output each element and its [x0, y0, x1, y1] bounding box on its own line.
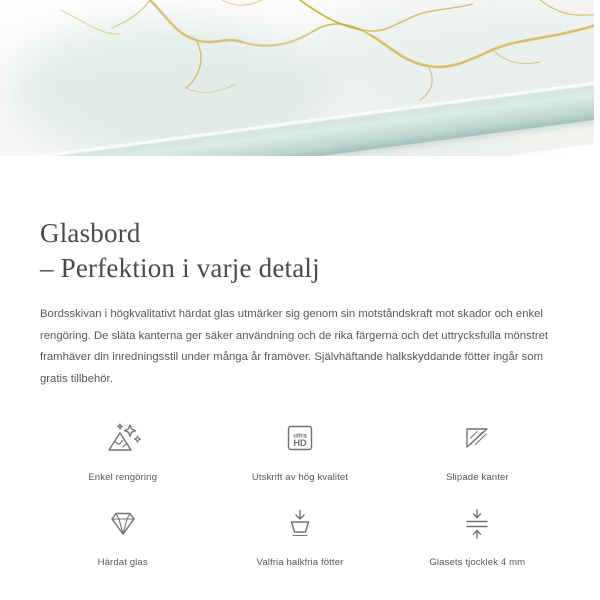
- feature-item: [211, 501, 388, 568]
- title-line-1: Glasbord: [40, 218, 141, 248]
- badge-bottom-text: HD: [293, 438, 307, 449]
- feature-grid: [34, 416, 566, 568]
- anti-slip-feet-icon: [277, 501, 323, 547]
- polished-edges-icon: [454, 416, 500, 462]
- feature-item: [34, 501, 211, 568]
- hero-bottom-fade: [0, 156, 600, 198]
- feature-item: [389, 416, 566, 483]
- page-title: [40, 216, 560, 286]
- title-line-2: – Perfektion i varje detalj: [40, 253, 320, 283]
- thickness-arrows-icon: [454, 501, 500, 547]
- feature-item: [34, 416, 211, 483]
- feature-label: Glasets tjocklek 4 mm: [429, 557, 526, 568]
- feature-label: Enkel rengöring: [88, 472, 158, 483]
- feature-label: Slipade kanter: [445, 472, 509, 483]
- badge-top-text: ultra: [293, 432, 307, 440]
- feature-item: [389, 501, 566, 568]
- feature-label: Valfria halkfria fötter: [256, 557, 344, 568]
- hero-right-fade: [594, 0, 600, 198]
- hero-image: [0, 0, 600, 198]
- ultra-hd-badge-icon: [277, 416, 323, 462]
- diamond-hardened-glass-icon: [100, 501, 146, 547]
- feature-label: Härdat glas: [97, 557, 148, 568]
- sparkle-clean-icon: [100, 416, 146, 462]
- feature-item: [211, 416, 388, 483]
- feature-label: Utskrift av hög kvalitet: [251, 472, 349, 483]
- text-block: [0, 198, 600, 390]
- description-paragraph: Bordsskivan i högkvalitativt härdat glas utmärker sig genom sin motståndskraft mot skador och enkel rengöring. De släta kanterna ger säker användning och de rika färgerna och det uttrycksfulla mönstret framhäver din inredningsstil under många år framöver. Självhäftande halkskyddande fötter ingår som gratis tillbehör.: [40, 308, 549, 385]
